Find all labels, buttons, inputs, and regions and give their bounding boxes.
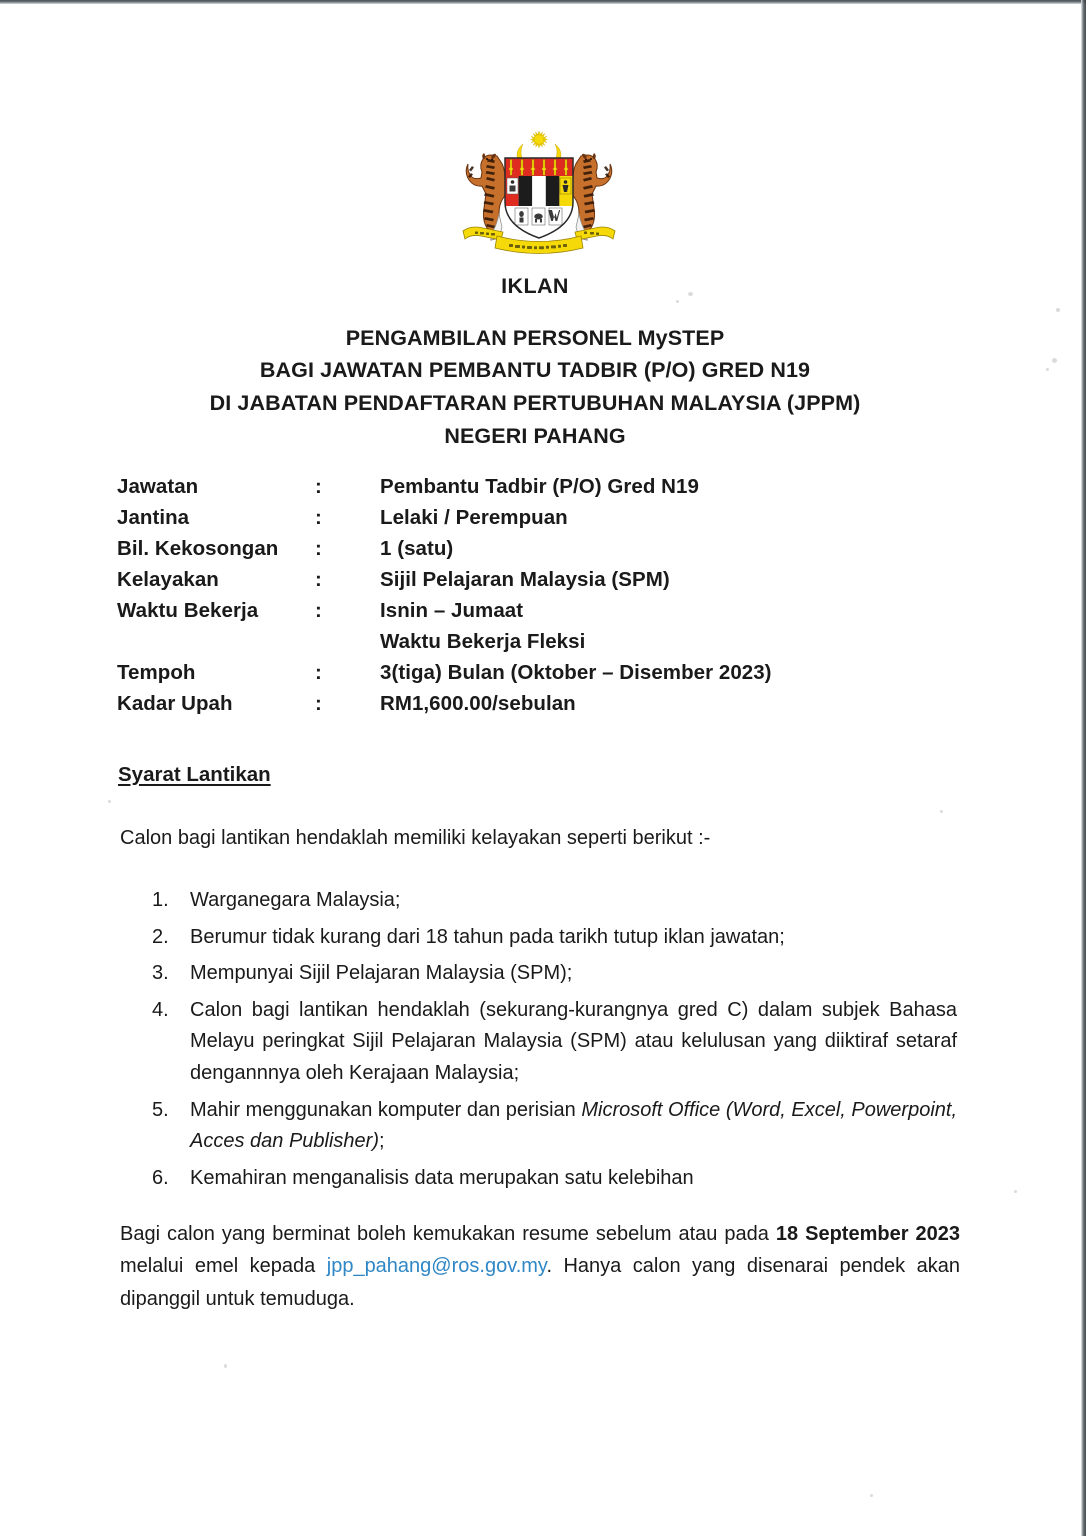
detail-label: Jantina [117,506,190,529]
detail-colon: : [315,661,322,684]
detail-value: 3(tiga) Bulan (Oktober – Disember 2023) [380,661,772,684]
scan-speck [108,800,111,803]
detail-colon: : [315,568,322,591]
detail-label: Jawatan [117,475,199,498]
table-row-continuation [117,632,977,663]
page-title: IKLAN [501,274,569,298]
section-heading-syarat-lantikan: Syarat Lantikan [118,763,271,786]
closing-text-part3: . Hanya calon yang disenarai pendek akan dipanggil untuk temuduga. [120,1255,960,1310]
list-item-number: 5. [152,1098,169,1121]
scan-speck [940,810,943,813]
detail-colon: : [315,506,322,529]
table-row [117,477,977,508]
list-item-text-italic: Microsoft Office (Word, Excel, Powerpoint, Acces dan Publisher) [190,1098,958,1153]
list-item-text: Kemahiran menganalisis data merupakan satu kelebihan [190,1166,694,1189]
list-item [152,995,957,1090]
list-item-text-mixed [190,1095,957,1158]
table-row [117,570,977,601]
detail-value: RM1,600.00/sebulan [380,692,576,715]
scan-edge-right [1081,0,1086,1536]
list-item-text: Mempunyai Sijil Pelajaran Malaysia (SPM); [190,962,573,985]
detail-colon: : [315,599,322,622]
list-item-text-before: Mahir menggunakan komputer dan perisian [190,1098,582,1121]
scan-speck [1014,1190,1017,1193]
closing-text-part2: melalui emel kepada [120,1255,327,1278]
closing-paragraph [120,1218,960,1315]
detail-label: Kelayakan [117,568,219,591]
detail-value: Isnin – Jumaat [380,599,524,622]
list-item [152,885,957,917]
list-item-text-after: ; [378,1130,385,1153]
detail-value: Pembantu Tadbir (P/O) Gred N19 [380,475,699,498]
jata-negara-emblem-icon [441,128,637,260]
detail-colon: : [315,537,322,560]
detail-colon: : [315,475,322,498]
table-row [117,694,977,725]
detail-value: 1 (satu) [380,537,454,560]
application-deadline: 18 September 2023 [775,1223,960,1245]
table-row [117,601,977,632]
scan-edge-top [0,0,1086,4]
detail-colon: : [315,692,322,715]
detail-label: Tempoh [117,661,196,684]
shield [505,158,573,238]
table-row [117,663,977,694]
document-heading-block [0,274,1070,452]
job-details-table [117,477,977,725]
detail-value: Lelaki / Perempuan [380,506,568,529]
closing-text-part1: Bagi calon yang berminat boleh kemukakan resume sebelum atau pada [120,1223,776,1245]
list-item [152,1163,957,1195]
list-item-number: 3. [152,962,169,985]
detail-label: Waktu Bekerja [117,599,259,622]
list-item-number: 2. [152,925,169,948]
detail-label: Bil. Kekosongan [117,537,279,560]
list-item [152,922,957,954]
table-row [117,539,977,570]
scan-speck [224,1364,227,1368]
heading-subtitle-lines [0,322,1070,453]
list-item-number: 4. [152,998,169,1021]
list-item-text: Warganegara Malaysia; [190,889,401,911]
list-item-number: 6. [152,1166,169,1189]
detail-label: Kadar Upah [117,692,233,715]
syarat-intro-paragraph: Calon bagi lantikan hendaklah memiliki kelayakan seperti berikut :- [120,827,711,849]
list-item [152,1095,957,1158]
heading-line-4: NEGERI PAHANG [444,423,626,448]
heading-line-2: BAGI JAWATAN PEMBANTU TADBIR (P/O) GRED N19 [259,358,811,383]
list-item-text: Berumur tidak kurang dari 18 tahun pada tarikh tutup iklan jawatan; [190,925,785,948]
list-item [152,958,957,990]
heading-line-1: PENGAMBILAN PERSONEL MySTEP [345,325,725,350]
table-row [117,508,977,539]
scan-speck [870,1494,873,1497]
list-item-number: 1. [152,889,169,911]
contact-email-link[interactable]: jpp_pahang@ros.gov.my [326,1255,547,1278]
heading-line-3: DI JABATAN PENDAFTARAN PERTUBUHAN MALAYSIA (JPPM) [209,391,861,416]
detail-value: Sijil Pelajaran Malaysia (SPM) [380,568,670,591]
requirements-list [152,885,957,1199]
detail-value: Waktu Bekerja Fleksi [380,630,586,653]
list-item-text: Calon bagi lantikan hendaklah (sekurang-kurangnya gred C) dalam subjek Bahasa Melayu peringkat Sijil Pelajaran Malaysia (SPM) atau kelulusan yang diiktiraf setaraf dengannnya oleh Kerajaan Malaysia; [190,998,957,1084]
